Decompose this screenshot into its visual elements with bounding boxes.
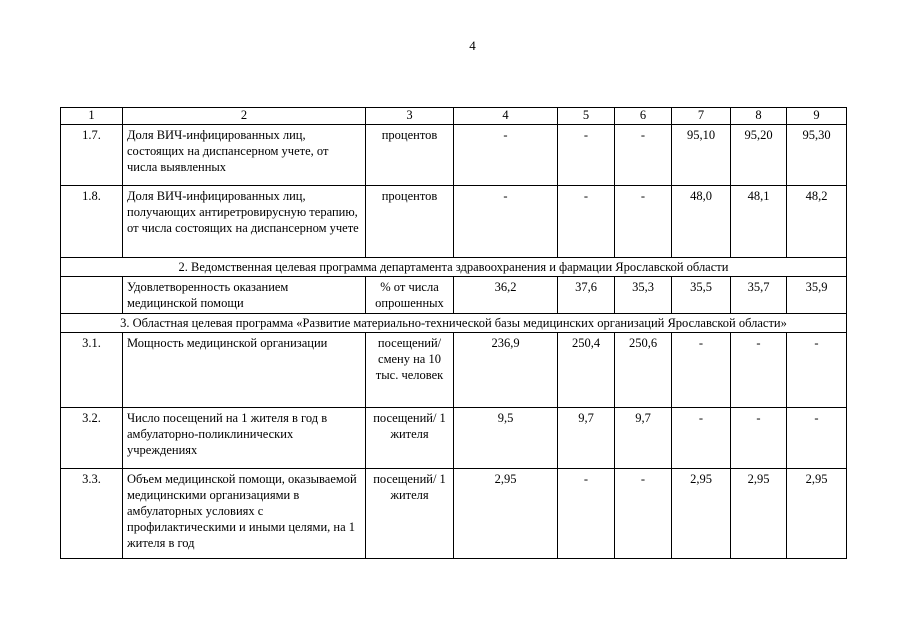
value-col-8-cell: 35,7 [731,277,787,314]
column-header-2: 2 [123,108,366,125]
section-header-row [61,258,847,277]
value-col-5-cell: - [558,469,615,559]
value-col-8-cell: 95,20 [731,125,787,186]
value-col-7-cell: 35,5 [672,277,731,314]
column-header-4: 4 [454,108,558,125]
table-row [61,469,847,559]
value-col-4-cell: - [454,125,558,186]
value-col-6-cell: - [615,469,672,559]
row-number-cell: 3.1. [61,333,123,408]
value-col-8-cell: - [731,408,787,469]
value-col-4-cell: 236,9 [454,333,558,408]
unit-cell: процентов [366,186,454,258]
value-col-5-cell: 37,6 [558,277,615,314]
column-header-7: 7 [672,108,731,125]
column-header-1: 1 [61,108,123,125]
value-col-4-cell: 36,2 [454,277,558,314]
indicator-name-cell: Удовлетворенность оказанием медицинской помощи [123,277,366,314]
value-col-6-cell: - [615,186,672,258]
value-col-9-cell: - [787,333,847,408]
value-col-6-cell: - [615,125,672,186]
value-col-5-cell: 250,4 [558,333,615,408]
section-title: 3. Областная целевая программа «Развитие материально-технической базы медицинских организаций Ярославской области» [61,314,847,333]
unit-cell: посещений/ 1 жителя [366,408,454,469]
value-col-5-cell: - [558,125,615,186]
value-col-4-cell: 9,5 [454,408,558,469]
value-col-9-cell: 48,2 [787,186,847,258]
table-row [61,333,847,408]
row-number-cell [61,277,123,314]
value-col-9-cell: 2,95 [787,469,847,559]
value-col-5-cell: - [558,186,615,258]
value-col-4-cell: 2,95 [454,469,558,559]
indicator-name-cell: Доля ВИЧ-инфицированных лиц, получающих антиретровирусную терапию, от числа состоящих на диспансерном учете [123,186,366,258]
value-col-7-cell: - [672,408,731,469]
row-number-cell: 3.3. [61,469,123,559]
value-col-6-cell: 250,6 [615,333,672,408]
value-col-8-cell: - [731,333,787,408]
unit-cell: % от числа опрошенных [366,277,454,314]
indicator-name-cell: Число посещений на 1 жителя в год в амбулаторно-поликлинических учреждениях [123,408,366,469]
column-header-9: 9 [787,108,847,125]
value-col-7-cell: 95,10 [672,125,731,186]
value-col-7-cell: 48,0 [672,186,731,258]
unit-cell: посещений/ 1 жителя [366,469,454,559]
row-number-cell: 3.2. [61,408,123,469]
unit-cell: процентов [366,125,454,186]
indicator-name-cell: Объем медицинской помощи, оказываемой медицинскими организациями в амбулаторных условиях с профилактическими и иными целями, на 1 жителя в год [123,469,366,559]
unit-cell: посещений/ смену на 10 тыс. человек [366,333,454,408]
value-col-8-cell: 48,1 [731,186,787,258]
row-number-cell: 1.8. [61,186,123,258]
indicator-name-cell: Мощность медицинской организации [123,333,366,408]
column-header-3: 3 [366,108,454,125]
value-col-7-cell: - [672,333,731,408]
page-number: 4 [469,38,476,53]
table-header-row [61,108,847,125]
table-row [61,408,847,469]
value-col-9-cell: 35,9 [787,277,847,314]
table-row [61,125,847,186]
indicators-table [60,107,847,559]
indicator-name-cell: Доля ВИЧ-инфицированных лиц, состоящих на диспансерном учете, от числа выявленных [123,125,366,186]
section-title: 2. Ведомственная целевая программа департамента здравоохранения и фармации Ярославской области [61,258,847,277]
value-col-7-cell: 2,95 [672,469,731,559]
table-row [61,186,847,258]
value-col-9-cell: - [787,408,847,469]
column-header-8: 8 [731,108,787,125]
value-col-8-cell: 2,95 [731,469,787,559]
table-row [61,277,847,314]
column-header-5: 5 [558,108,615,125]
value-col-4-cell: - [454,186,558,258]
value-col-6-cell: 9,7 [615,408,672,469]
row-number-cell: 1.7. [61,125,123,186]
value-col-9-cell: 95,30 [787,125,847,186]
section-header-row [61,314,847,333]
value-col-5-cell: 9,7 [558,408,615,469]
value-col-6-cell: 35,3 [615,277,672,314]
column-header-6: 6 [615,108,672,125]
